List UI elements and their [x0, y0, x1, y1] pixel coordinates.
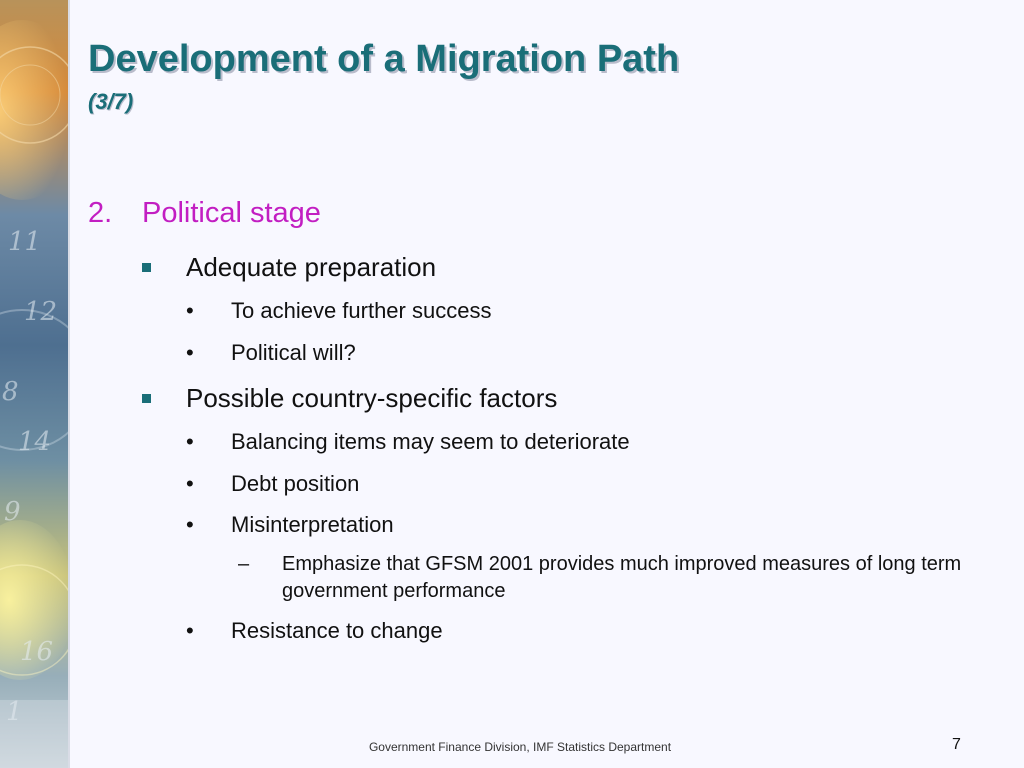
abstract-clock-numbers-image: [0, 0, 70, 768]
section-label: Political stage: [142, 197, 321, 229]
section-number: 2.: [88, 197, 113, 229]
sub-list-item-label: To achieve further success: [231, 298, 492, 323]
round-bullet-icon: •: [186, 471, 194, 496]
list-item-label: Possible country-specific factors: [186, 383, 558, 413]
svg-text:16: 16: [20, 637, 54, 667]
decorative-side-image: [0, 0, 70, 768]
round-bullet-icon: •: [186, 618, 194, 643]
page-number: 7: [952, 736, 961, 753]
detail-item-label: Emphasize that GFSM 2001 provides much improved measures of long term government performance: [282, 553, 962, 602]
slide-footer: Government Finance Division, IMF Statistics Department: [368, 740, 672, 754]
round-bullet-icon: •: [186, 429, 194, 454]
side-strip-edge: [68, 0, 70, 768]
detail-item: [238, 551, 978, 605]
square-bullet-icon: [142, 394, 151, 403]
sub-list-item-label: Political will?: [231, 340, 356, 365]
svg-text:12: 12: [24, 297, 58, 327]
round-bullet-icon: •: [186, 298, 194, 323]
sub-list-item-label: Misinterpretation: [231, 512, 394, 537]
square-bullet-icon: [142, 263, 151, 272]
svg-text:11: 11: [8, 227, 42, 257]
round-bullet-icon: •: [186, 512, 194, 537]
round-bullet-icon: •: [186, 340, 194, 365]
sub-list-item-label: Debt position: [231, 471, 360, 496]
svg-text:1: 1: [6, 697, 23, 727]
slide-subtitle: (3/7): [88, 89, 134, 114]
list-item-label: Adequate preparation: [186, 252, 437, 282]
svg-text:8: 8: [2, 377, 19, 407]
svg-text:9: 9: [4, 497, 21, 527]
svg-text:14: 14: [18, 427, 52, 457]
slide-title: Development of a Migration Path: [88, 38, 680, 80]
sub-list-item-label: Balancing items may seem to deteriorate: [231, 429, 630, 454]
dash-bullet-icon: –: [238, 553, 250, 575]
sub-list-item-label: Resistance to change: [231, 618, 443, 643]
